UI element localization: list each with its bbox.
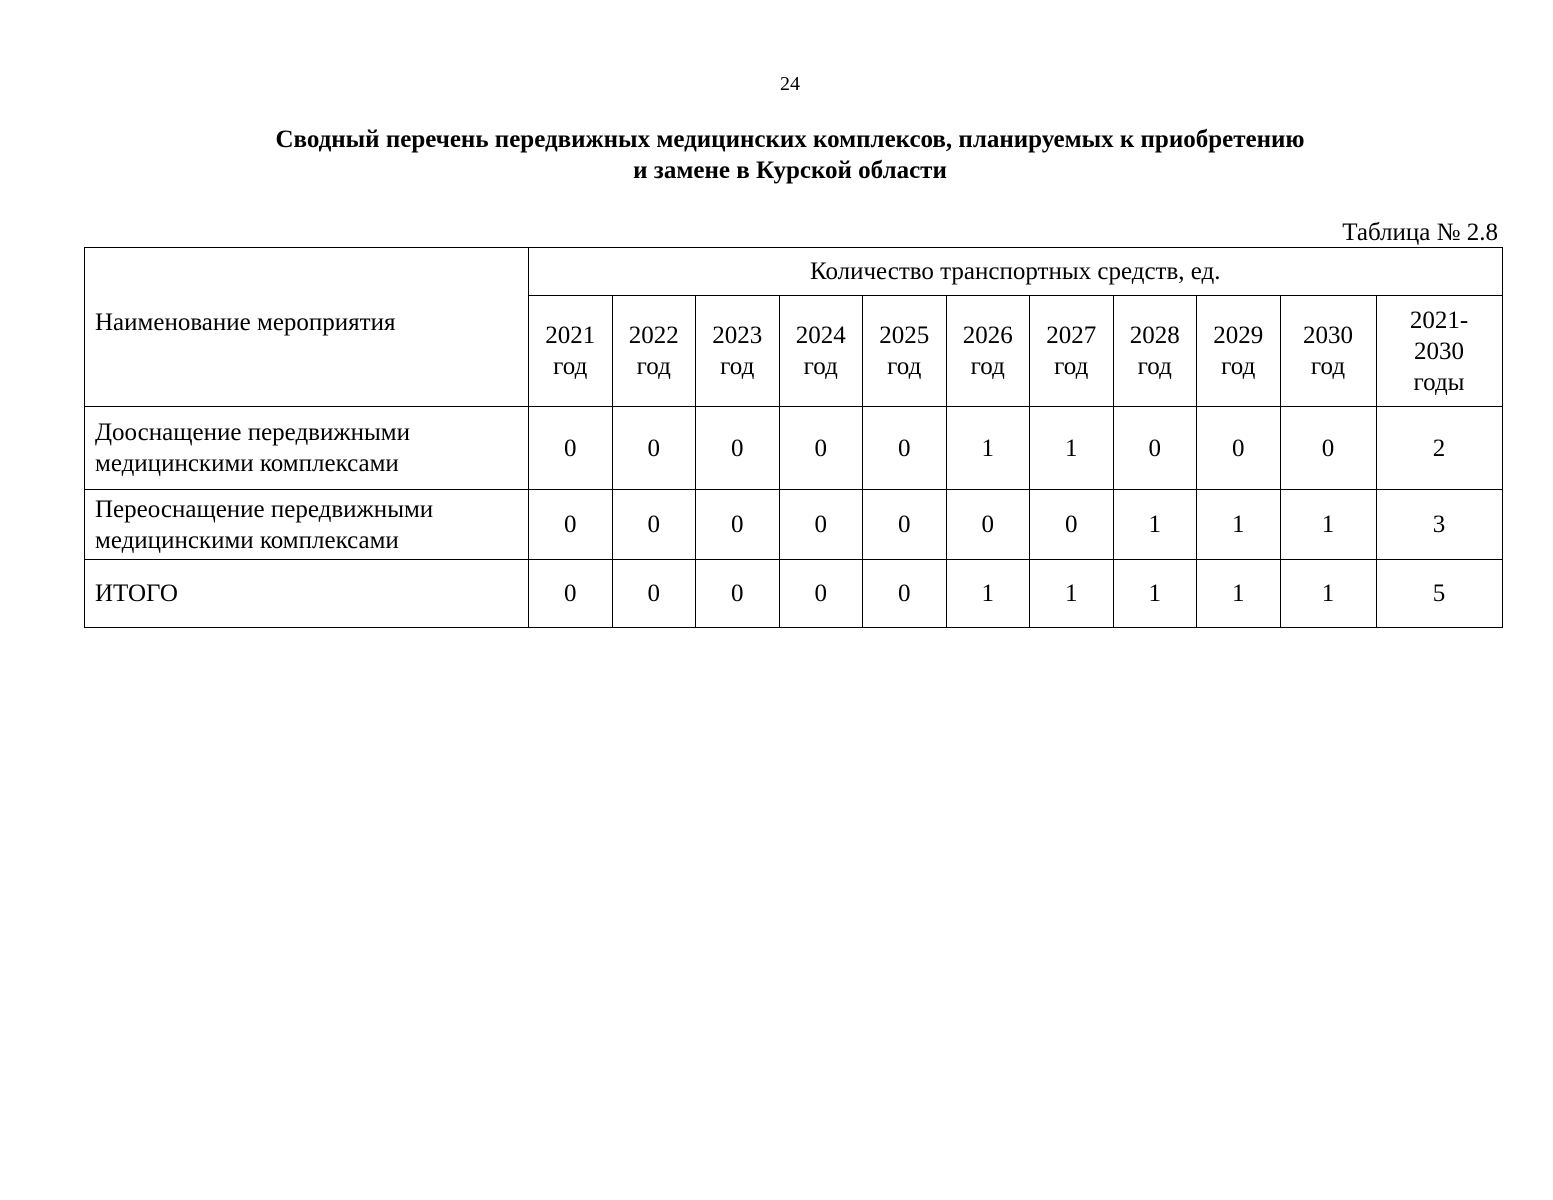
value-cell: 1 (1113, 560, 1197, 628)
quantity-group-header: Количество транспортных средств, ед. (529, 248, 1503, 296)
row-name: ИТОГО (85, 560, 529, 628)
value-cell: 0 (696, 407, 780, 490)
data-table (84, 247, 1503, 628)
table-row (85, 490, 1503, 560)
year-label: 2023 (712, 322, 763, 349)
year-header (779, 296, 863, 407)
year-unit: год (1221, 353, 1256, 380)
header-row-group (85, 248, 1503, 296)
value-cell: 0 (529, 560, 613, 628)
year-label: 2022 (628, 322, 679, 349)
value-cell: 1 (1280, 560, 1376, 628)
value-cell: 0 (1113, 407, 1197, 490)
value-cell: 1 (1197, 490, 1281, 560)
document-title (0, 124, 1553, 186)
table-caption: Таблица № 2.8 (1342, 219, 1498, 246)
row-name-line-2: медицинскими комплексами (95, 450, 399, 477)
value-cell: 0 (946, 490, 1030, 560)
total-cell: 2 (1376, 407, 1502, 490)
year-label: 2030 (1303, 322, 1353, 349)
value-cell: 1 (1030, 560, 1114, 628)
year-unit: год (636, 353, 671, 380)
row-name (85, 490, 529, 560)
year-header (1197, 296, 1281, 407)
value-cell: 1 (946, 560, 1030, 628)
year-label: 2026 (962, 322, 1013, 349)
value-cell: 0 (529, 490, 613, 560)
value-cell: 1 (1280, 490, 1376, 560)
year-label: 2024 (795, 322, 846, 349)
value-cell: 0 (863, 407, 947, 490)
value-cell: 1 (1197, 560, 1281, 628)
total-period-header (1376, 296, 1502, 407)
value-cell: 0 (529, 407, 613, 490)
value-cell: 0 (1280, 407, 1376, 490)
table-row (85, 407, 1503, 490)
year-unit: год (887, 353, 922, 380)
name-column-header: Наименование мероприятия (85, 248, 529, 407)
value-cell: 0 (863, 490, 947, 560)
title-line-2: и замене в Курской области (633, 157, 947, 184)
value-cell: 0 (863, 560, 947, 628)
total-cell: 5 (1376, 560, 1502, 628)
year-unit: год (1310, 353, 1346, 380)
row-name (85, 407, 529, 490)
row-name-line-2: медицинскими комплексами (95, 526, 399, 554)
year-label: 2029 (1213, 322, 1264, 349)
value-cell: 0 (779, 407, 863, 490)
value-cell: 0 (612, 560, 696, 628)
year-unit: год (1137, 353, 1172, 380)
year-header (863, 296, 947, 407)
value-cell: 1 (1113, 490, 1197, 560)
total-period-line-2: 2030 (1414, 337, 1465, 365)
value-cell: 1 (1030, 407, 1114, 490)
total-cell: 3 (1376, 490, 1502, 560)
value-cell: 0 (1197, 407, 1281, 490)
year-unit: год (1054, 353, 1089, 380)
page-number: 24 (780, 73, 800, 95)
year-header (1113, 296, 1197, 407)
row-name-line-1: Переоснащение передвижными (95, 495, 434, 523)
year-unit: год (803, 353, 838, 380)
total-period-line-1: 2021- (1409, 306, 1469, 334)
value-cell: 0 (612, 490, 696, 560)
year-label: 2027 (1046, 322, 1097, 349)
value-cell: 1 (946, 407, 1030, 490)
total-period-line-3: годы (1413, 368, 1465, 396)
value-cell: 0 (779, 560, 863, 628)
row-name-line-1: Дооснащение передвижными (95, 419, 410, 446)
year-label: 2028 (1129, 322, 1180, 349)
year-unit: год (970, 353, 1005, 380)
title-line-1: Сводный перечень передвижных медицинских комплексов, планируемых к приобретению (275, 126, 1305, 153)
year-header (696, 296, 780, 407)
value-cell: 0 (612, 407, 696, 490)
year-header (1280, 296, 1376, 407)
year-header (1030, 296, 1114, 407)
value-cell: 0 (779, 490, 863, 560)
year-header (529, 296, 613, 407)
year-label: 2025 (879, 322, 930, 349)
total-row (85, 560, 1503, 628)
year-header (612, 296, 696, 407)
year-unit: год (720, 353, 755, 380)
year-header (946, 296, 1030, 407)
value-cell: 0 (696, 560, 780, 628)
year-unit: год (553, 353, 588, 380)
value-cell: 0 (1030, 490, 1114, 560)
value-cell: 0 (696, 490, 780, 560)
year-label: 2021 (545, 322, 596, 349)
